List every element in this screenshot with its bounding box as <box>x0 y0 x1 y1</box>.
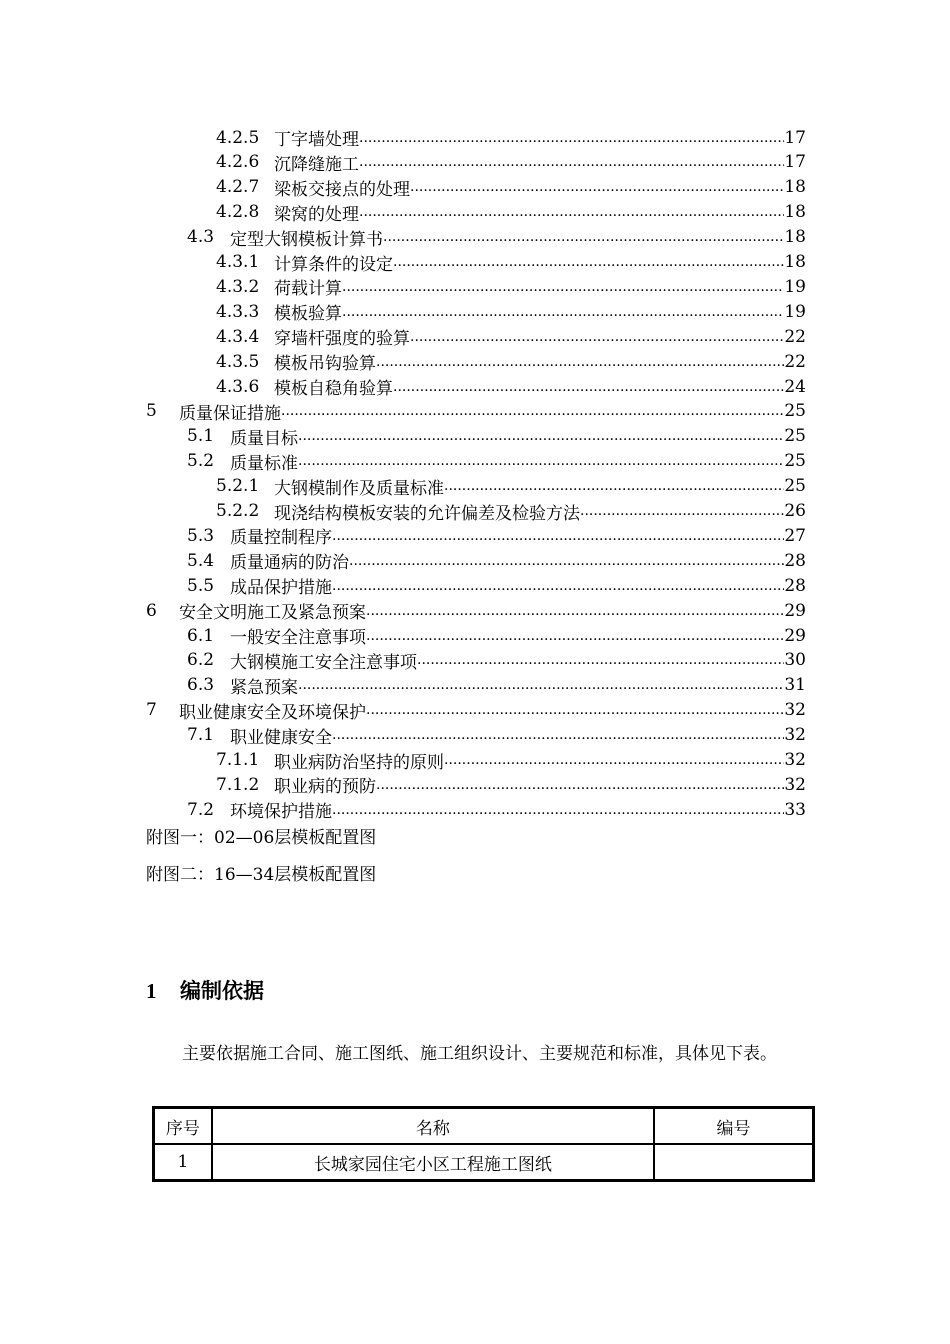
toc-entry-title: 大钢模施工安全注意事项 <box>230 652 417 673</box>
toc-entry-number: 5.2 <box>187 451 215 472</box>
toc-entry-page: 25 <box>784 426 806 447</box>
toc-entry-number: 4.3.1 <box>216 252 260 272</box>
body-paragraph: 主要依据施工合同、施工图纸、施工组织设计、主要规范和标准，具体见下表。 <box>182 1044 777 1064</box>
toc-entry-number: 5.3 <box>187 525 215 546</box>
toc-entry-number: 5.5 <box>187 575 215 596</box>
toc-entry[interactable] <box>146 698 806 723</box>
toc-entry[interactable] <box>146 374 806 399</box>
toc-entry-page: 32 <box>784 700 806 721</box>
toc-entry-page: 22 <box>784 351 806 372</box>
toc-entry-number: 6.2 <box>187 650 215 671</box>
toc-entry-number: 7.1 <box>187 725 215 746</box>
toc-entry-number: 4.3 <box>187 227 215 248</box>
reference-table <box>152 1106 815 1182</box>
toc-entry-page: 27 <box>784 525 806 546</box>
toc-entry[interactable] <box>146 548 806 573</box>
toc-entry-title: 职业健康安全 <box>230 727 332 748</box>
toc-leader-dots <box>383 229 784 245</box>
toc-entry-number: 4.2.8 <box>216 202 260 223</box>
toc-leader-dots <box>281 403 784 419</box>
toc-entry-title: 梁板交接点的处理 <box>274 179 410 200</box>
toc-entry-page: 25 <box>784 451 806 472</box>
toc-entry-number: 4.3.6 <box>216 376 260 397</box>
toc-leader-dots <box>366 603 784 619</box>
toc-entry-number: 6 <box>146 600 157 621</box>
toc-leader-dots <box>332 727 784 743</box>
toc-entry-title: 紧急预案 <box>230 677 298 698</box>
toc-entry-page: 19 <box>784 301 806 322</box>
toc-entry-number: 4.3.3 <box>216 301 260 322</box>
toc-entry-title: 质量保证措施 <box>179 403 281 424</box>
toc-entry-page: 19 <box>784 276 806 297</box>
toc-leader-dots <box>298 428 784 444</box>
toc-entry-number: 7.2 <box>187 799 215 820</box>
toc-entry-page: 18 <box>784 252 806 272</box>
toc-leader-dots <box>444 478 784 494</box>
toc-entry-number: 6.1 <box>187 625 215 646</box>
toc-leader-dots <box>410 179 784 195</box>
table-row <box>154 1144 813 1180</box>
toc-leader-dots <box>359 204 784 220</box>
toc-entry[interactable] <box>146 250 806 275</box>
toc-entry-title: 大钢模制作及质量标准 <box>274 478 444 499</box>
toc-entry-title: 定型大钢模板计算书 <box>230 229 383 250</box>
table-header-row <box>154 1108 813 1144</box>
toc-entry-page: 29 <box>784 600 806 621</box>
toc-entry-title: 安全文明施工及紧急预案 <box>179 603 366 624</box>
toc-entry-page: 17 <box>784 152 806 173</box>
toc-entry-title: 梁窝的处理 <box>274 204 359 225</box>
toc-entry[interactable] <box>146 723 806 748</box>
toc-entry-title: 模板验算 <box>274 304 342 325</box>
toc-entry-number: 4.2.5 <box>216 127 260 148</box>
toc-entry-page: 17 <box>784 127 806 148</box>
toc-entry-title: 质量目标 <box>230 428 298 449</box>
toc-leader-dots <box>342 304 784 320</box>
toc-entry-title: 质量通病的防治 <box>230 553 349 574</box>
toc-entry-page: 28 <box>784 550 806 571</box>
cell-code <box>654 1144 813 1180</box>
toc-entry-number: 4.3.4 <box>216 326 260 347</box>
toc-entry-title: 职业病的预防 <box>274 777 376 798</box>
toc-leader-dots <box>580 503 784 519</box>
toc-entry-number: 4.3.2 <box>216 276 260 297</box>
toc-entry[interactable] <box>146 349 806 374</box>
toc-entry-page: 31 <box>784 675 806 696</box>
toc-leader-dots <box>444 752 784 768</box>
toc-entry-number: 7 <box>146 700 157 721</box>
toc-entry-number: 7.1.2 <box>216 774 260 795</box>
toc-leader-dots <box>366 702 784 718</box>
toc-leader-dots <box>366 628 784 644</box>
toc-leader-dots <box>359 130 784 146</box>
toc-entry[interactable] <box>146 499 806 524</box>
appendix-item-2: 附图二：16—34层模板配置图 <box>146 865 377 885</box>
section-heading <box>146 975 264 1005</box>
toc-entry-title: 质量标准 <box>230 453 298 474</box>
section-title: 编制依据 <box>180 979 264 1003</box>
appendix-item-1: 附图一：02—06层模板配置图 <box>146 828 377 848</box>
toc-entry[interactable] <box>146 648 806 673</box>
toc-entry-number: 6.3 <box>187 675 215 696</box>
toc-entry-page: 18 <box>784 177 806 198</box>
toc-leader-dots <box>359 154 784 170</box>
toc-leader-dots <box>376 354 784 370</box>
toc-leader-dots <box>349 553 784 569</box>
toc-entry-number: 5 <box>146 401 157 422</box>
toc-entry[interactable] <box>146 274 806 299</box>
toc-entry-title: 沉降缝施工 <box>274 154 359 175</box>
toc-entry-title: 丁字墙处理 <box>274 130 359 150</box>
cell-index: 1 <box>154 1144 212 1180</box>
toc-entry[interactable] <box>146 673 806 698</box>
toc-entry[interactable] <box>146 424 806 449</box>
toc-entry-number: 4.3.5 <box>216 351 260 372</box>
toc-entry-title: 模板自稳角验算 <box>274 379 393 399</box>
toc-entry-page: 29 <box>784 625 806 646</box>
toc-entry[interactable] <box>146 772 806 797</box>
toc-entry[interactable] <box>146 399 806 424</box>
toc-leader-dots <box>410 329 784 345</box>
toc-entry-number: 5.2.1 <box>216 476 260 497</box>
toc-entry-number: 4.2.7 <box>216 177 260 198</box>
toc-entry[interactable] <box>146 748 806 773</box>
toc-entry-page: 18 <box>784 202 806 223</box>
cell-name: 长城家园住宅小区工程施工图纸 <box>212 1144 654 1180</box>
toc-entry-page: 32 <box>784 725 806 746</box>
toc-entry-page: 22 <box>784 326 806 347</box>
toc-entry-page: 30 <box>784 650 806 671</box>
toc-leader-dots <box>417 652 784 668</box>
header-cell-name: 名称 <box>212 1108 654 1144</box>
toc-entry-title: 职业健康安全及环境保护 <box>179 702 366 723</box>
toc-entry-title: 现浇结构模板安装的允许偏差及检验方法 <box>274 503 580 524</box>
toc-leader-dots <box>298 453 784 469</box>
toc-entry[interactable] <box>146 225 806 250</box>
toc-entry-title: 成品保护措施 <box>230 578 332 599</box>
toc-leader-dots <box>332 578 784 594</box>
toc-entry-page: 25 <box>784 401 806 422</box>
toc-entry[interactable] <box>146 299 806 324</box>
toc-entry-page: 32 <box>784 750 806 770</box>
toc-leader-dots <box>376 777 784 793</box>
toc-entry-page: 25 <box>784 476 806 497</box>
toc-entry-title: 模板吊钩验算 <box>274 354 376 375</box>
toc-entry[interactable] <box>146 623 806 648</box>
header-cell-index: 序号 <box>154 1108 212 1144</box>
toc-entry[interactable] <box>146 573 806 598</box>
toc-entry-number: 5.2.2 <box>216 501 260 521</box>
toc-leader-dots <box>332 802 784 818</box>
toc-entry[interactable] <box>146 797 806 822</box>
toc-entry-number: 7.1.1 <box>216 750 260 770</box>
toc-entry-page: 32 <box>784 774 806 795</box>
toc-entry[interactable] <box>146 200 806 225</box>
toc-entry[interactable] <box>146 449 806 474</box>
toc-entry-page: 26 <box>784 501 806 521</box>
toc-entry-number: 5.1 <box>187 426 215 447</box>
toc-entry-title: 荷载计算 <box>274 279 342 300</box>
toc-entry-title: 一般安全注意事项 <box>230 628 366 648</box>
toc-entry-number: 5.4 <box>187 550 215 571</box>
toc-entry[interactable] <box>146 324 806 349</box>
toc-entry[interactable] <box>146 150 806 175</box>
toc-leader-dots <box>298 677 784 693</box>
toc-entry-title: 质量控制程序 <box>230 528 332 549</box>
toc-entry[interactable] <box>146 175 806 200</box>
toc-entry-number: 4.2.6 <box>216 152 260 173</box>
toc-leader-dots <box>393 379 784 395</box>
toc-entry-page: 33 <box>784 799 806 820</box>
toc-leader-dots <box>393 254 784 270</box>
section-number: 1 <box>146 979 157 1003</box>
toc-entry-page: 28 <box>784 575 806 596</box>
header-cell-code: 编号 <box>654 1108 813 1144</box>
toc-entry-title: 环境保护措施 <box>230 802 332 823</box>
toc-entry[interactable] <box>146 598 806 623</box>
toc-entry[interactable] <box>146 474 806 499</box>
toc-entry[interactable] <box>146 523 806 548</box>
toc-entry-page: 24 <box>784 376 806 397</box>
toc-entry-title: 穿墙杆强度的验算 <box>274 329 410 350</box>
toc-leader-dots <box>332 528 784 544</box>
toc-entry-page: 18 <box>784 227 806 248</box>
toc-entry-title: 计算条件的设定 <box>274 254 393 275</box>
toc-entry[interactable] <box>146 125 806 150</box>
toc-entry-title: 职业病防治坚持的原则 <box>274 752 444 773</box>
toc-leader-dots <box>342 279 784 295</box>
